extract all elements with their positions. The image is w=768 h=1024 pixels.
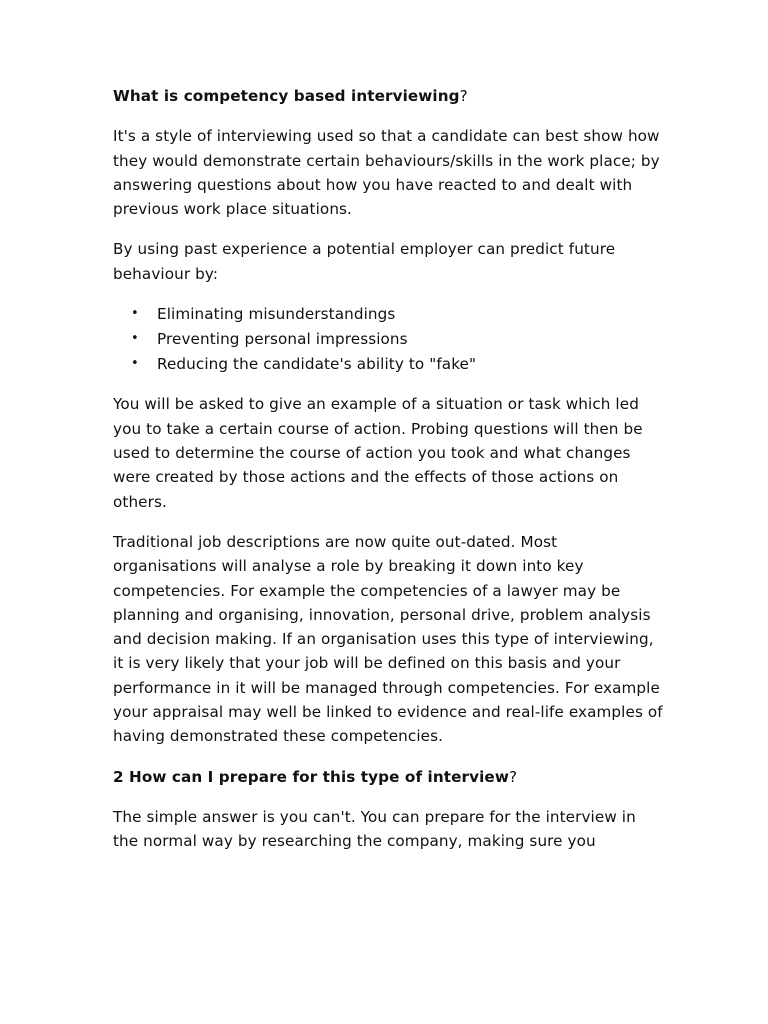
bullet-icon: •: [131, 355, 139, 371]
list-item-text: Reducing the candidate's ability to "fake": [157, 354, 477, 373]
list-item: [113, 302, 663, 327]
paragraph-situation-task: You will be asked to give an example of a situation or task which led you to take a certain course of action. Probing questions will then be used to determine the course of action you took and what changes were created by those actions and the effects of those actions on others.: [113, 395, 643, 511]
list-item-text: Preventing personal impressions: [157, 329, 408, 348]
list-item: [113, 327, 663, 352]
paragraph-definition: It's a style of interviewing used so that a candidate can best show how they would demonstrate certain behaviours/skills in the work place; by answering questions about how you have reacted to and dealt with previous work place situations.: [113, 127, 660, 219]
heading-text: 2 How can I prepare for this type of interview: [113, 767, 509, 786]
bullet-icon: •: [131, 330, 139, 346]
paragraph-simple-answer: The simple answer is you can't. You can prepare for the interview in the normal way by researching the company, making sure you: [113, 807, 636, 851]
heading-suffix: ?: [459, 87, 468, 105]
section-heading-prepare: [113, 765, 663, 789]
bullet-icon: •: [131, 306, 139, 322]
list-item-text: Eliminating misunderstandings: [157, 305, 396, 324]
heading-suffix: ?: [508, 767, 518, 786]
list-item: [113, 352, 663, 377]
section-heading-competency-interviewing: [113, 84, 663, 108]
document-page: [113, 84, 663, 870]
bullet-list: [113, 302, 663, 376]
heading-text: What is competency based interviewing: [113, 87, 460, 105]
paragraph-job-descriptions: Traditional job descriptions are now quite out-dated. Most organisations will analyse a role by breaking it down into key competencies. For example the competencies of a lawyer may be planning and organising, innovation, personal drive, problem analysis and decision making. If an organisation uses this type of interviewing, it is very likely that your job will be defined on this basis and your performance in it will be managed through competencies. For example your appraisal may well be linked to evidence and real-life examples of having demonstrated these competencies.: [113, 532, 663, 746]
paragraph-past-experience: By using past experience a potential employer can predict future behaviour by:: [113, 240, 616, 283]
